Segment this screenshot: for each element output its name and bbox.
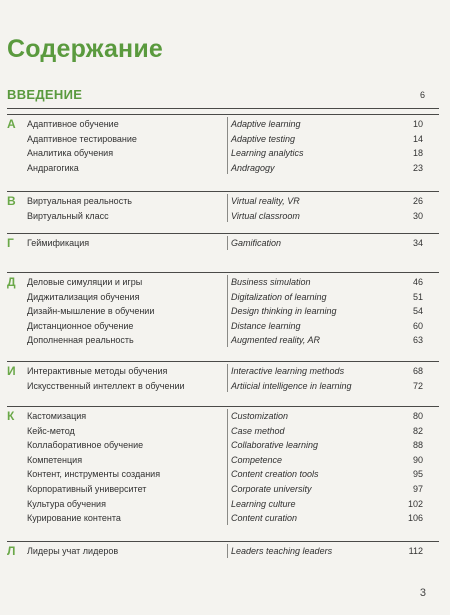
entry-title-en: Virtual reality, VR (231, 196, 300, 206)
section-letter: Л (7, 544, 16, 558)
section-letter: В (7, 194, 16, 208)
entry-title-ru: Адаптивное обучение (27, 119, 119, 129)
entry-page: 72 (412, 380, 423, 391)
section-letter: К (7, 409, 15, 423)
toc-entry[interactable] (0, 426, 450, 440)
entry-title-ru: Искусственный интеллект в обучении (27, 380, 185, 391)
entry-title-en: Adaptive learning (231, 119, 301, 129)
entry-title-en: Case method (231, 425, 285, 436)
entry-title-en: Andragogy (231, 162, 275, 173)
section-rule (7, 233, 439, 234)
intro-label: ВВЕДЕНИЕ (7, 87, 83, 102)
section-letter: И (7, 364, 16, 378)
entry-page: 97 (412, 484, 423, 494)
entry-title-en: Augmented reality, AR (231, 335, 321, 346)
entry-title-en: Content curation (231, 513, 298, 524)
toc-entry[interactable] (0, 440, 450, 454)
entry-title-en: Corporate university (231, 484, 312, 494)
toc-entry[interactable] (0, 321, 450, 335)
entry-page: 34 (412, 238, 423, 248)
entry-page: 51 (412, 291, 423, 302)
entry-title-en: Collaborative learning (231, 440, 319, 451)
entry-title-ru: Кейс-метод (27, 425, 75, 436)
entry-title-ru: Лидеры учат лидеров (27, 546, 119, 556)
entry-page: 60 (412, 320, 423, 331)
entry-title-ru: Дистанционное обучение (27, 320, 134, 331)
entry-page: 106 (407, 513, 423, 524)
toc-entry[interactable] (0, 238, 450, 252)
section-rule (7, 406, 439, 407)
section-rule (7, 114, 439, 115)
toc-entry[interactable] (0, 513, 450, 527)
entry-title-en: Customization (231, 411, 289, 421)
toc-entry[interactable] (0, 411, 450, 425)
section-rule (7, 272, 439, 273)
entry-title-ru: Геймификация (27, 238, 90, 248)
entry-title-en: Leaders teaching leaders (231, 546, 333, 556)
entry-title-en: Artiicial intelligence in learning (231, 380, 352, 391)
toc-entry[interactable] (0, 484, 450, 498)
section-rule (7, 541, 439, 542)
entry-page: 90 (412, 454, 423, 465)
toc-entry[interactable] (0, 163, 450, 177)
entry-title-ru: Корпоративный университет (27, 484, 147, 494)
toc-entry[interactable] (0, 119, 450, 133)
entry-title-ru: Виртуальный класс (27, 210, 109, 221)
entry-title-en: Digitalization of learning (231, 291, 327, 302)
entry-page: 10 (412, 119, 423, 129)
entry-title-en: Business simulation (231, 277, 311, 287)
entry-page: 80 (412, 411, 423, 421)
toc-entry[interactable] (0, 134, 450, 148)
toc-entry[interactable] (0, 381, 450, 395)
entry-page: 95 (412, 469, 423, 480)
section-letter: Г (7, 236, 14, 250)
entry-page: 23 (412, 162, 423, 173)
entry-page: 14 (412, 133, 423, 144)
entry-title-en: Learning culture (231, 498, 296, 509)
toc-entry[interactable] (0, 211, 450, 225)
entry-title-ru: Культура обучения (27, 498, 106, 509)
section-rule (7, 191, 439, 192)
entry-title-ru: Интерактивные методы обучения (27, 366, 168, 376)
page-number: 3 (419, 587, 426, 599)
entry-page: 88 (412, 440, 423, 451)
toc-entry[interactable] (0, 366, 450, 380)
section-letter: Д (7, 275, 16, 289)
toc-entry[interactable] (0, 196, 450, 210)
toc-entry[interactable] (0, 499, 450, 513)
toc-entry[interactable] (0, 335, 450, 349)
entry-title-ru: Контент, инструменты создания (27, 469, 161, 480)
entry-page: 63 (412, 335, 423, 346)
entry-title-en: Virtual classroom (231, 210, 300, 221)
toc-entry[interactable] (0, 546, 450, 560)
section-rule (7, 361, 439, 362)
entry-title-en: Adaptive testing (231, 133, 296, 144)
toc-entry[interactable] (0, 292, 450, 306)
entry-page: 26 (412, 196, 423, 206)
entry-title-ru: Диджитализация обучения (27, 291, 140, 302)
entry-title-ru: Дополненная реальность (27, 335, 134, 346)
entry-title-ru: Адаптивное тестирование (27, 133, 137, 144)
entry-title-ru: Дизайн-мышление в обучении (27, 306, 155, 317)
entry-page: 46 (412, 277, 423, 287)
entry-title-en: Competence (231, 454, 283, 465)
intro-rule (7, 108, 439, 109)
entry-title-ru: Андрагогика (27, 162, 79, 173)
entry-title-ru: Аналитика обучения (27, 148, 114, 159)
page-title: Содержание (7, 35, 164, 63)
entry-page: 82 (412, 425, 423, 436)
toc-entry[interactable] (0, 469, 450, 483)
toc-entry[interactable] (0, 277, 450, 291)
entry-title-ru: Коллаборативное обучение (27, 440, 144, 451)
entry-title-ru: Деловые симуляции и игры (27, 277, 143, 287)
entry-page: 18 (412, 148, 423, 159)
intro-page: 6 (419, 90, 425, 100)
entry-title-ru: Компетенция (27, 454, 83, 465)
toc-entry[interactable] (0, 455, 450, 469)
intro-entry[interactable] (7, 87, 439, 107)
toc-entry[interactable] (0, 148, 450, 162)
section-letter: А (7, 117, 16, 131)
entry-title-en: Distance learning (231, 320, 301, 331)
entry-title-en: Design thinking in learning (231, 306, 337, 317)
entry-page: 54 (412, 306, 423, 317)
entry-title-en: Content creation tools (231, 469, 319, 480)
entry-page: 68 (412, 366, 423, 376)
entry-title-ru: Виртуальная реальность (27, 196, 132, 206)
entry-page: 30 (412, 210, 423, 221)
toc-entry[interactable] (0, 306, 450, 320)
entry-title-ru: Курирование контента (27, 513, 121, 524)
entry-title-en: Learning analytics (231, 148, 304, 159)
entry-title-en: Gamification (231, 238, 282, 248)
entry-page: 102 (407, 498, 423, 509)
entry-title-en: Interactive learning methods (231, 366, 345, 376)
entry-page: 112 (408, 546, 423, 556)
entry-title-ru: Кастомизация (27, 411, 87, 421)
